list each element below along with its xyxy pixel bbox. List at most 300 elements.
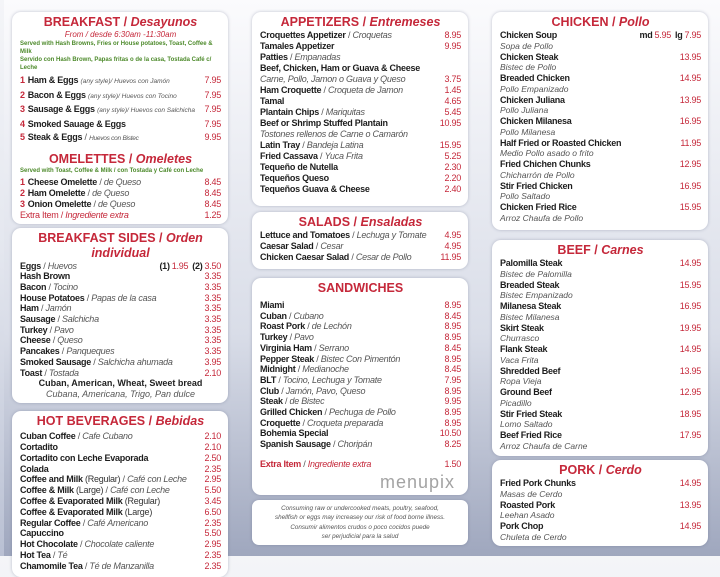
section-title [260, 215, 461, 230]
item-size: (Regular) [85, 474, 121, 485]
item-price: 5.50 [204, 485, 221, 496]
menu-item[interactable] [500, 366, 701, 377]
item-text [20, 528, 199, 539]
item-price: 3.45 [204, 496, 221, 507]
translation-separator: / [82, 560, 90, 571]
item-text [260, 321, 439, 332]
item-text [20, 485, 199, 496]
section-title [500, 15, 701, 30]
item-text [260, 332, 439, 343]
menu-item[interactable] [20, 357, 221, 368]
item-name: Bacon & Eggs [27, 89, 86, 100]
menu-item[interactable] [260, 118, 461, 129]
item-text [20, 453, 199, 464]
menu-item[interactable] [20, 561, 221, 572]
menu-item[interactable] [500, 73, 701, 84]
price-value: 7.95 [684, 30, 701, 40]
item-text [260, 354, 439, 365]
item-translation: Medio Pollo asado o frito [500, 148, 594, 159]
menu-item[interactable] [500, 387, 701, 398]
menu-column-middle [252, 12, 468, 545]
section-title [500, 243, 701, 258]
section-title [20, 152, 221, 167]
item-name: Coffee & Milk [20, 485, 74, 496]
menu-item[interactable] [260, 321, 461, 332]
menu-item[interactable] [20, 199, 221, 210]
item-text [500, 159, 675, 170]
item-translation: Medianoche [302, 364, 349, 375]
item-name: Latin Tray [260, 140, 301, 150]
item-text [260, 63, 461, 74]
item-size: (Large) [124, 506, 153, 517]
menu-item[interactable] [260, 107, 461, 118]
menu-item[interactable] [500, 301, 701, 312]
menu-item[interactable] [20, 282, 221, 293]
menu-item[interactable] [20, 74, 221, 89]
item-name: Fried Cassava [260, 151, 318, 161]
item-translation: Té [57, 550, 68, 560]
item-price: 8.95 [444, 385, 461, 396]
menu-item[interactable] [260, 332, 461, 343]
menu-item[interactable] [260, 300, 461, 311]
menu-item[interactable] [20, 485, 221, 496]
translation-separator: / [59, 346, 67, 357]
menu-item[interactable] [260, 140, 461, 151]
item-price: 15.95 [439, 140, 461, 150]
item-price: 2.95 [204, 474, 221, 485]
item-price: 11.95 [680, 137, 701, 148]
menu-item[interactable] [260, 74, 461, 85]
item-name: Regular Coffee [20, 517, 81, 528]
item-name: Tamales Appetizer [260, 41, 335, 51]
item-translation: Vaca Frita [500, 354, 539, 365]
item-translation: Jamón, Pavo, Queso [285, 385, 366, 396]
menu-item[interactable] [20, 346, 221, 357]
item-price: 1.25 [204, 209, 221, 220]
item-text [20, 346, 199, 357]
item-text [500, 52, 675, 63]
menu-item[interactable] [20, 474, 221, 485]
menu-item[interactable] [500, 116, 701, 127]
section-title [20, 231, 221, 261]
watermark: menupix [379, 471, 455, 492]
item-name: Cheese [20, 335, 51, 346]
item-price: 9.95 [444, 41, 461, 51]
item-translation: Pollo Milanesa [500, 126, 556, 137]
item-name: BLT [260, 374, 277, 385]
item-translation: Ropa Vieja [500, 376, 542, 387]
item-name: Turkey [260, 332, 288, 343]
section-appetizers [252, 12, 468, 206]
item-text [500, 138, 675, 149]
menu-item[interactable] [20, 335, 221, 346]
item-name: Breaded Steak [500, 279, 560, 290]
translation-separator: / [300, 417, 308, 428]
item-translation: Queso [57, 335, 83, 346]
item-text [260, 252, 435, 263]
bread-options: Cubana, Americana, Trigo, Pan dulce [45, 389, 196, 400]
section-title-es: Orden individual [91, 230, 203, 260]
item-price: 14.95 [679, 258, 701, 268]
item-name: Club [260, 385, 279, 396]
item-price: 3.35 [204, 303, 221, 314]
item-note: (any style)/ Huevos con Salchicha [97, 107, 195, 114]
item-number: 3 [20, 198, 25, 209]
item-price: 14.95 [679, 478, 701, 488]
item-text [500, 280, 675, 291]
translation-separator: / [322, 407, 330, 418]
section-chicken [492, 12, 708, 230]
section-title-es: Carnes [601, 243, 644, 257]
section-title-es: Pollo [618, 15, 650, 29]
item-price: 3.35 [204, 346, 221, 357]
item-number: 1 [20, 75, 25, 85]
menu-item[interactable] [20, 368, 221, 379]
item-price: 2.40 [444, 184, 461, 194]
item-text [500, 116, 675, 127]
item-price: 13.95 [679, 51, 701, 62]
item-name: Bacon [20, 281, 47, 292]
item-name: Croquettes Appetizer [260, 30, 346, 40]
item-translation: de Queso [98, 198, 136, 209]
item-text [260, 41, 439, 52]
item-text [260, 311, 439, 322]
menu-item[interactable] [500, 500, 701, 511]
title-separator: / [595, 463, 606, 477]
menu-item[interactable] [20, 303, 221, 314]
menu-item[interactable] [260, 343, 461, 354]
item-text [500, 323, 675, 334]
item-name: Colada [20, 463, 49, 474]
menu-item[interactable] [20, 177, 221, 188]
item-translation: Croqueta preparada [307, 417, 384, 428]
item-name: Toast [20, 367, 43, 378]
item-text [260, 407, 439, 418]
menu-item[interactable] [260, 439, 461, 450]
price-size-label: (2) [192, 260, 203, 271]
menu-item[interactable] [500, 409, 701, 420]
menu-item[interactable] [20, 507, 221, 518]
item-translation: de Bistec [289, 396, 325, 407]
item-price: 8.95 [444, 332, 461, 343]
item-name: Skirt Steak [500, 322, 544, 333]
item-price: 17.95 [679, 430, 701, 440]
item-name: Cortadito con Leche Evaporada [20, 452, 149, 463]
item-translation: Té de Manzanilla [89, 560, 154, 571]
item-name: Chicken Soup [500, 30, 558, 40]
item-name: Chicken Caesar Salad [260, 251, 350, 262]
item-translation: Tocino [53, 281, 78, 292]
title-separator: / [120, 15, 131, 29]
item-name: Steak [260, 396, 283, 407]
item-name: Milanesa Steak [500, 301, 562, 311]
menu-item[interactable] [260, 52, 461, 63]
menu-item[interactable] [500, 280, 701, 291]
item-translation: Pollo Empanizado [500, 83, 569, 94]
item-name: Smoked Sauage & Eggs [27, 118, 126, 129]
menu-item[interactable] [260, 354, 461, 365]
item-translation: Croqueta de Jamon [328, 85, 403, 95]
item-number: 2 [20, 187, 25, 198]
menu-column-right [492, 12, 708, 546]
menu-item[interactable] [260, 30, 461, 41]
menu-item[interactable] [260, 459, 461, 470]
menu-item[interactable] [20, 210, 221, 221]
menu-item[interactable] [260, 418, 461, 429]
translation-separator: / [91, 198, 99, 209]
item-price: 12.95 [679, 387, 701, 397]
menu-item[interactable] [500, 430, 701, 441]
title-separator: / [590, 243, 602, 257]
item-price: 16.95 [679, 116, 701, 126]
menu-item[interactable] [20, 539, 221, 550]
item-text [20, 293, 199, 304]
menu-item[interactable] [20, 293, 221, 304]
menu-item[interactable] [500, 95, 701, 106]
item-text [20, 199, 199, 210]
section-title-en: APPETIZERS [280, 15, 360, 29]
item-translation: Tocino, Lechuga y Tomate [282, 374, 382, 385]
item-text [500, 344, 675, 355]
item-text [20, 118, 199, 132]
menu-item[interactable] [500, 30, 701, 41]
item-price: 5.25 [444, 151, 461, 161]
item-price: 4.95 [444, 230, 461, 240]
item-text [20, 550, 199, 561]
menu-item[interactable] [20, 518, 221, 529]
price-size-label: (1) [159, 260, 170, 271]
item-text [20, 539, 199, 550]
menu-item[interactable] [260, 407, 461, 418]
menu-item[interactable] [20, 89, 221, 104]
menu-item[interactable] [20, 325, 221, 336]
item-text [20, 210, 199, 221]
menu-item[interactable] [20, 453, 221, 464]
item-name: Virginia Ham [260, 342, 312, 353]
item-name: Pepper Steak [260, 353, 315, 364]
section-title-en: BEEF [557, 243, 591, 257]
item-price: 8.45 [204, 187, 221, 198]
item-text [260, 140, 435, 151]
title-separator: / [608, 15, 619, 29]
menu-item[interactable] [260, 173, 461, 184]
item-text [260, 129, 461, 140]
item-price: 9.95 [204, 132, 221, 142]
section-title-es: Entremeses [369, 15, 441, 29]
item-price: 2.30 [444, 162, 461, 172]
item-price: 8.95 [444, 407, 461, 418]
title-separator: / [125, 151, 136, 166]
item-text [20, 442, 199, 453]
item-name: Breaded Chicken [500, 73, 570, 83]
item-text [500, 202, 675, 213]
item-translation: Ingrediente extra [307, 458, 372, 469]
item-text [20, 368, 199, 379]
item-text [20, 261, 150, 272]
menu-item[interactable] [260, 230, 461, 241]
menu-item[interactable] [260, 162, 461, 173]
menu-item[interactable] [20, 431, 221, 442]
item-text [20, 335, 199, 346]
translation-separator: / [47, 324, 55, 335]
item-name: Fried Chichen Chunks [500, 159, 591, 169]
item-translation: Chicharrón de Pollo [500, 169, 575, 180]
item-price: 2.10 [204, 431, 221, 442]
item-price: 14.95 [679, 73, 701, 83]
menu-item[interactable] [260, 375, 461, 386]
section-title [20, 414, 221, 429]
item-text [20, 282, 199, 293]
menu-item[interactable] [260, 396, 461, 407]
served-with-note: Served with Toast, Coffee & Milk / con Tostada y Café con Leche [20, 167, 204, 174]
item-text [500, 95, 675, 106]
item-price: 2.10 [204, 442, 221, 453]
item-name: Coffee and Milk [20, 474, 83, 485]
menu-item[interactable] [20, 550, 221, 561]
section-title-en: CHICKEN [551, 15, 609, 29]
item-text [20, 518, 199, 529]
item-price: 1.45 [444, 85, 461, 95]
menu-item[interactable] [260, 184, 461, 195]
menu-item[interactable] [500, 344, 701, 355]
translation-separator: / [80, 517, 88, 528]
translation-separator: / [46, 281, 54, 292]
section-title-en: OMELETTES [48, 151, 126, 166]
item-name: Plantain Chips [260, 107, 320, 117]
menu-item[interactable] [260, 41, 461, 52]
menu-item[interactable] [500, 521, 701, 532]
menu-item[interactable] [500, 323, 701, 334]
item-text [260, 52, 461, 63]
item-name: Cheese Omelette [27, 176, 98, 187]
item-price: 8.95 [444, 30, 461, 40]
item-translation: Yuca Frita [324, 151, 363, 161]
item-translation: de Queso [103, 176, 141, 187]
menu-item[interactable] [20, 464, 221, 475]
item-price: 6.50 [204, 506, 221, 517]
item-text [260, 151, 439, 162]
item-text [500, 258, 675, 269]
item-text [260, 343, 439, 354]
menu-item[interactable] [500, 52, 701, 63]
item-price: 13.95 [679, 365, 701, 376]
title-separator: / [359, 15, 370, 29]
item-translation: Huevos [47, 260, 77, 271]
menu-item[interactable] [260, 63, 461, 74]
item-translation: Café con Leche [127, 474, 187, 485]
item-price: 8.95 [444, 417, 461, 428]
menu-item[interactable] [260, 96, 461, 107]
menu-column-left [12, 12, 228, 577]
menu-item[interactable] [260, 386, 461, 397]
item-name: Stir Fried Steak [500, 408, 563, 419]
item-price: 3.35 [204, 271, 221, 282]
item-name: Lettuce and Tomatoes [260, 230, 350, 240]
item-text [260, 364, 439, 375]
menu-item[interactable] [260, 85, 461, 96]
item-translation: Bistec Con Pimentón [320, 353, 401, 364]
menu-item[interactable] [500, 159, 701, 170]
menu-item[interactable] [500, 138, 701, 149]
item-name: Midnight [260, 364, 296, 375]
menu-item[interactable] [20, 188, 221, 199]
translation-separator: / [85, 187, 93, 198]
disclaimer-line: ser perjudicial para la salud [321, 533, 399, 541]
disclaimer-line: Consuming raw or undercooked meats, poultry, seafood, [281, 504, 439, 512]
section-title-es: Desayunos [130, 15, 198, 29]
menu-item[interactable] [260, 311, 461, 322]
menu-item[interactable] [20, 271, 221, 282]
menu-item[interactable] [20, 496, 221, 507]
menu-item[interactable] [500, 202, 701, 213]
menu-item[interactable] [20, 131, 221, 146]
section-title [20, 15, 221, 30]
item-price: 10.50 [439, 428, 461, 439]
menu-item[interactable] [500, 181, 701, 192]
item-name: Tequeños Guava & Cheese [260, 184, 370, 194]
translation-separator: / [55, 314, 63, 325]
item-translation: Cubano [293, 310, 324, 321]
translation-separator: / [41, 260, 48, 271]
item-number: 3 [20, 104, 25, 114]
item-price: 3.35 [204, 324, 221, 335]
item-name: Fried Pork Chunks [500, 478, 576, 488]
menu-item[interactable] [260, 428, 461, 439]
item-price: 2.35 [204, 463, 221, 474]
item-text [20, 474, 199, 485]
item-translation: Chuleta de Cerdo [500, 531, 567, 542]
item-price: 7.95 [204, 75, 221, 85]
section-title-en: SALADS [298, 215, 351, 229]
item-translation: Empanadas [294, 52, 341, 62]
menu-item[interactable] [20, 103, 221, 118]
menu-item[interactable] [20, 118, 221, 132]
menu-item[interactable] [20, 261, 221, 272]
menu-item[interactable] [20, 442, 221, 453]
item-text [20, 431, 199, 442]
item-name: Ham Croquette [260, 85, 322, 95]
menu-item[interactable] [260, 241, 461, 252]
menu-item[interactable] [260, 151, 461, 162]
item-price: 19.95 [679, 322, 701, 333]
item-number: 1 [20, 176, 25, 187]
item-prices [630, 30, 701, 41]
translation-separator: / [330, 439, 338, 450]
menu-item[interactable] [260, 252, 461, 263]
item-name: Cortadito [20, 442, 58, 453]
item-size: (Regular) [124, 496, 161, 507]
item-price: 8.45 [204, 176, 221, 187]
translation-separator: / [276, 374, 283, 385]
menu-item[interactable] [20, 314, 221, 325]
menu-item[interactable] [500, 478, 701, 489]
item-name: Pork Chop [500, 521, 544, 531]
price-value: 3.50 [204, 260, 221, 271]
item-translation: Pollo Juliana [500, 105, 549, 116]
translation-separator: / [321, 85, 329, 95]
item-price: 14.95 [679, 344, 701, 354]
section-title-en: BREAKFAST [43, 15, 121, 29]
menu-item[interactable] [500, 258, 701, 269]
translation-separator: / [75, 431, 83, 442]
item-name: Miami [260, 300, 285, 310]
item-text [260, 386, 439, 397]
item-translation: Mariquitas [325, 107, 365, 117]
menu-item[interactable] [20, 528, 221, 539]
menu-item[interactable] [260, 364, 461, 375]
translation-separator: / [313, 240, 321, 251]
menu-item[interactable] [260, 129, 461, 140]
